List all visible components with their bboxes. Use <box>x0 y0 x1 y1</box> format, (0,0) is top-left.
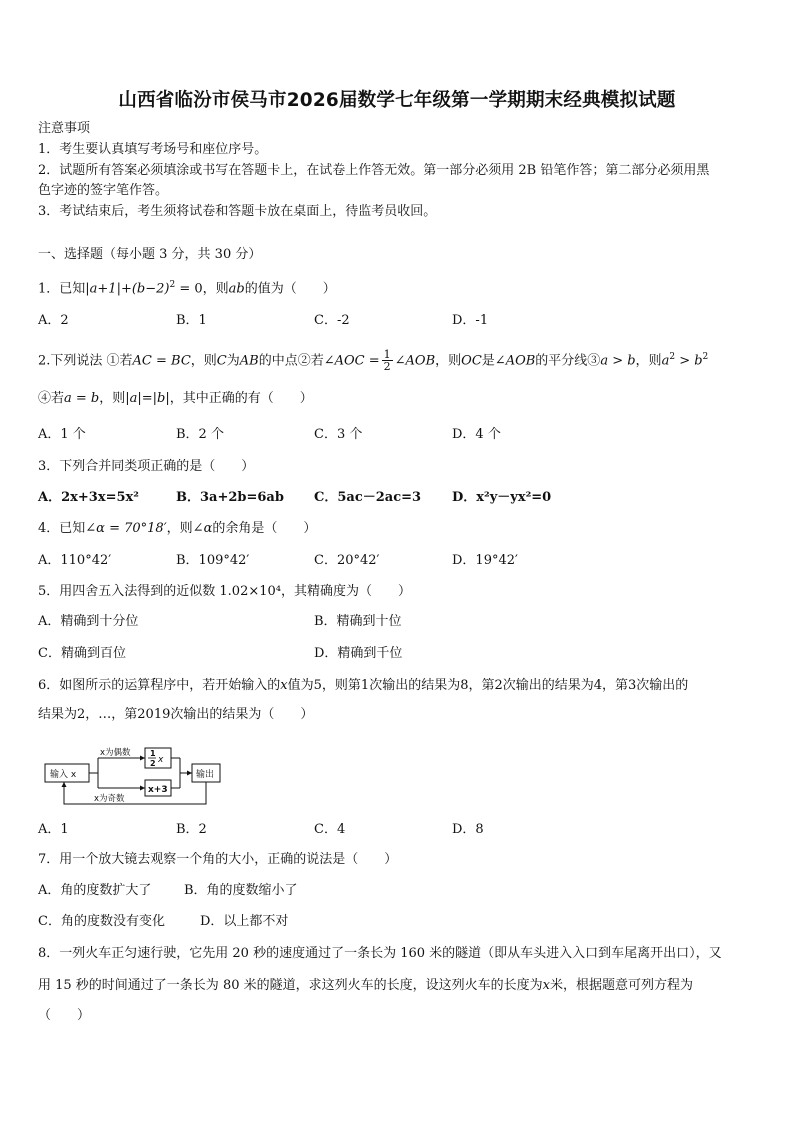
q5-option-a: A．精确到十分位 <box>38 614 139 629</box>
question-5-stem: 5．用四舍五入法得到的近似数 1.02×10⁴，其精确度为（ ） <box>38 584 411 599</box>
notice-2-cont: 色字迹的签字笔作答。 <box>38 183 169 198</box>
q2-e5: ∠AOB <box>394 353 436 369</box>
question-8-line3: （ ） <box>38 1008 91 1023</box>
page-title: 山西省临汾市侯马市2026届数学七年级第一学期期末经典模拟试题 <box>118 90 676 111</box>
q1-sup: 2 <box>169 280 176 290</box>
q2-t1: ，则 <box>190 353 217 369</box>
q6-half-den: 2 <box>150 759 156 768</box>
q6-flowchart <box>44 746 234 808</box>
q1-expr: |a+1|+(b−2) <box>85 281 170 297</box>
q4-pre: 4．已知 <box>38 521 86 536</box>
q1-eq: = 0 <box>175 281 203 297</box>
q1-option-b: B．1 <box>176 313 207 328</box>
q2-e3: AB <box>239 353 259 369</box>
q2-l2-t1: ，则 <box>99 391 126 406</box>
q6-half-var: x <box>158 755 164 765</box>
q6-plus3-label: x+3 <box>148 785 168 795</box>
q6-option-a: A．1 <box>38 822 69 837</box>
q2-option-d: D．4 个 <box>452 427 501 442</box>
q1-var: ab <box>228 281 245 297</box>
q8-pre: 用 15 秒的时间通过了一条长为 80 米的隧道，求这列火车的长度，设这列火车的长度为 <box>38 978 543 993</box>
q4-t2: 的余角是（ ） <box>212 521 317 536</box>
q6-option-d: D．8 <box>452 822 484 837</box>
q5-option-d: D．精确到千位 <box>314 646 403 661</box>
q7-option-b: B．角的度数缩小了 <box>184 883 298 898</box>
q2-e9: a <box>661 353 670 369</box>
question-3-stem: 3．下列合并同类项正确的是（ ） <box>38 459 255 474</box>
q2-e9-sup: 2 <box>669 352 676 362</box>
q2-t7: ，则 <box>635 353 662 369</box>
question-6-line2: 结果为2，…，第2019次输出的结果为（ ） <box>38 707 314 722</box>
q4-t1: ，则 <box>166 521 193 536</box>
question-8-line2 <box>38 977 693 995</box>
q6-odd-label: x为奇数 <box>94 794 125 804</box>
q2-pre: 2.下列说法 ①若 <box>38 353 133 369</box>
section-heading: 一、选择题（每小题 3 分，共 30 分） <box>38 247 262 262</box>
notice-2: 2．试题所有答案必须填涂或书写在答题卡上，在试卷上作答无效。第一部分必须用 2B 铅笔作答；第二部分必须用黑 <box>38 163 710 178</box>
question-2-stem <box>38 348 708 372</box>
q6-loop-arrowhead <box>62 782 67 787</box>
q2-e10: > b <box>675 353 703 369</box>
q6-option-b: B．2 <box>176 822 207 837</box>
q2-t2: 为 <box>226 353 240 369</box>
q1-option-d: D．-1 <box>452 313 489 328</box>
q6-even-label: x为偶数 <box>100 748 131 758</box>
notice-1: 1．考生要认真填写考场号和座位序号。 <box>38 142 268 157</box>
q2-t6: 的平分线③ <box>535 353 601 369</box>
q6-rest: ，则第1次输出的结果为8，第2次输出的结果为4，第3次输出的 <box>321 678 689 693</box>
question-4-stem <box>38 520 316 538</box>
q2-e8: a > b <box>600 353 636 369</box>
q2-e6: OC <box>461 353 482 369</box>
q6-output-label: 输出 <box>196 770 215 780</box>
q2-option-a: A．1 个 <box>38 427 86 442</box>
q2-t3: 的中点②若 <box>258 353 324 369</box>
q7-option-c: C．角的度数没有变化 <box>38 914 165 929</box>
q2-frac-den: 2 <box>383 360 391 374</box>
q2-option-b: B．2 个 <box>176 427 224 442</box>
q2-l2-t2: ，其中正确的有（ ） <box>169 391 313 406</box>
notice-heading: 注意事项 <box>38 121 91 136</box>
q1-option-c: C．-2 <box>314 313 350 328</box>
q3-option-d: D．x²y－yx²=0 <box>452 490 552 505</box>
q4-option-b: B．109°42′ <box>176 553 250 568</box>
q2-t4: ，则 <box>435 353 462 369</box>
q2-l2-e2: |a|=|b| <box>125 391 170 406</box>
q6-odd-arrowhead <box>140 786 145 791</box>
q6-option-c: C．4 <box>314 822 346 837</box>
q6-half-num: 1 <box>150 749 156 758</box>
question-8-line1: 8．一列火车正匀速行驶，它先用 20 秒的速度通过了一条长为 160 米的隧道（即从车头进入入口到车尾离开出口），又 <box>38 946 722 961</box>
q2-fraction <box>382 349 393 372</box>
q1-tail: 的值为（ ） <box>244 281 336 297</box>
q4-option-a: A．110°42′ <box>38 553 112 568</box>
q2-frac-num: 1 <box>383 348 391 362</box>
q8-x: x <box>542 978 550 993</box>
q2-e4: ∠AOC = <box>323 353 380 369</box>
question-2-line2 <box>38 390 313 408</box>
q2-option-c: C．3 个 <box>314 427 363 442</box>
q5-option-c: C．精确到百位 <box>38 646 126 661</box>
question-7-stem: 7．用一个放大镜去观察一个角的大小，正确的说法是（ ） <box>38 852 398 867</box>
q6-loop-back <box>64 782 206 804</box>
q4-e2: ∠α <box>192 521 213 536</box>
q6-v5: 5 <box>313 678 322 693</box>
q6-mid: 值为 <box>287 678 314 693</box>
q4-e1: ∠α = 70°18′ <box>85 521 167 536</box>
q2-e10-sup: 2 <box>702 352 709 362</box>
q5-option-b: B．精确到十位 <box>314 614 402 629</box>
q4-option-d: D．19°42′ <box>452 553 518 568</box>
q2-l2-e1: a = b <box>64 391 100 406</box>
q6-even-arrowhead <box>140 756 145 761</box>
q2-e7: ∠AOB <box>494 353 536 369</box>
q3-option-c: C．5ac－2ac=3 <box>314 490 422 505</box>
notice-3: 3．考试结束后，考生须将试卷和答题卡放在桌面上，待监考员收回。 <box>38 204 437 219</box>
q6-input-label: 输入 x <box>50 770 77 780</box>
q2-l2-pre: ④若 <box>38 391 65 406</box>
q1-post: ，则 <box>202 281 229 297</box>
q4-option-c: C．20°42′ <box>314 553 380 568</box>
q8-post: 米，根据题意可列方程为 <box>549 978 693 993</box>
q3-option-a: A．2x+3x=5x² <box>38 490 139 505</box>
question-1-stem <box>38 276 336 298</box>
q2-e2: C <box>216 353 227 369</box>
q7-option-a: A．角的度数扩大了 <box>38 883 152 898</box>
q1-option-a: A．2 <box>38 313 69 328</box>
q7-option-d: D．以上都不对 <box>200 914 289 929</box>
q6-output-arrowhead <box>187 771 192 776</box>
question-6-stem <box>38 677 688 695</box>
q6-pre: 6．如图所示的运算程序中，若开始输入的 <box>38 678 281 693</box>
q2-t5: 是 <box>481 353 495 369</box>
q3-option-b: B．3a+2b=6ab <box>176 490 284 505</box>
q1-pre: 1．已知 <box>38 281 86 297</box>
q6-x: x <box>280 678 288 693</box>
q2-e1: AC = BC <box>132 353 191 369</box>
